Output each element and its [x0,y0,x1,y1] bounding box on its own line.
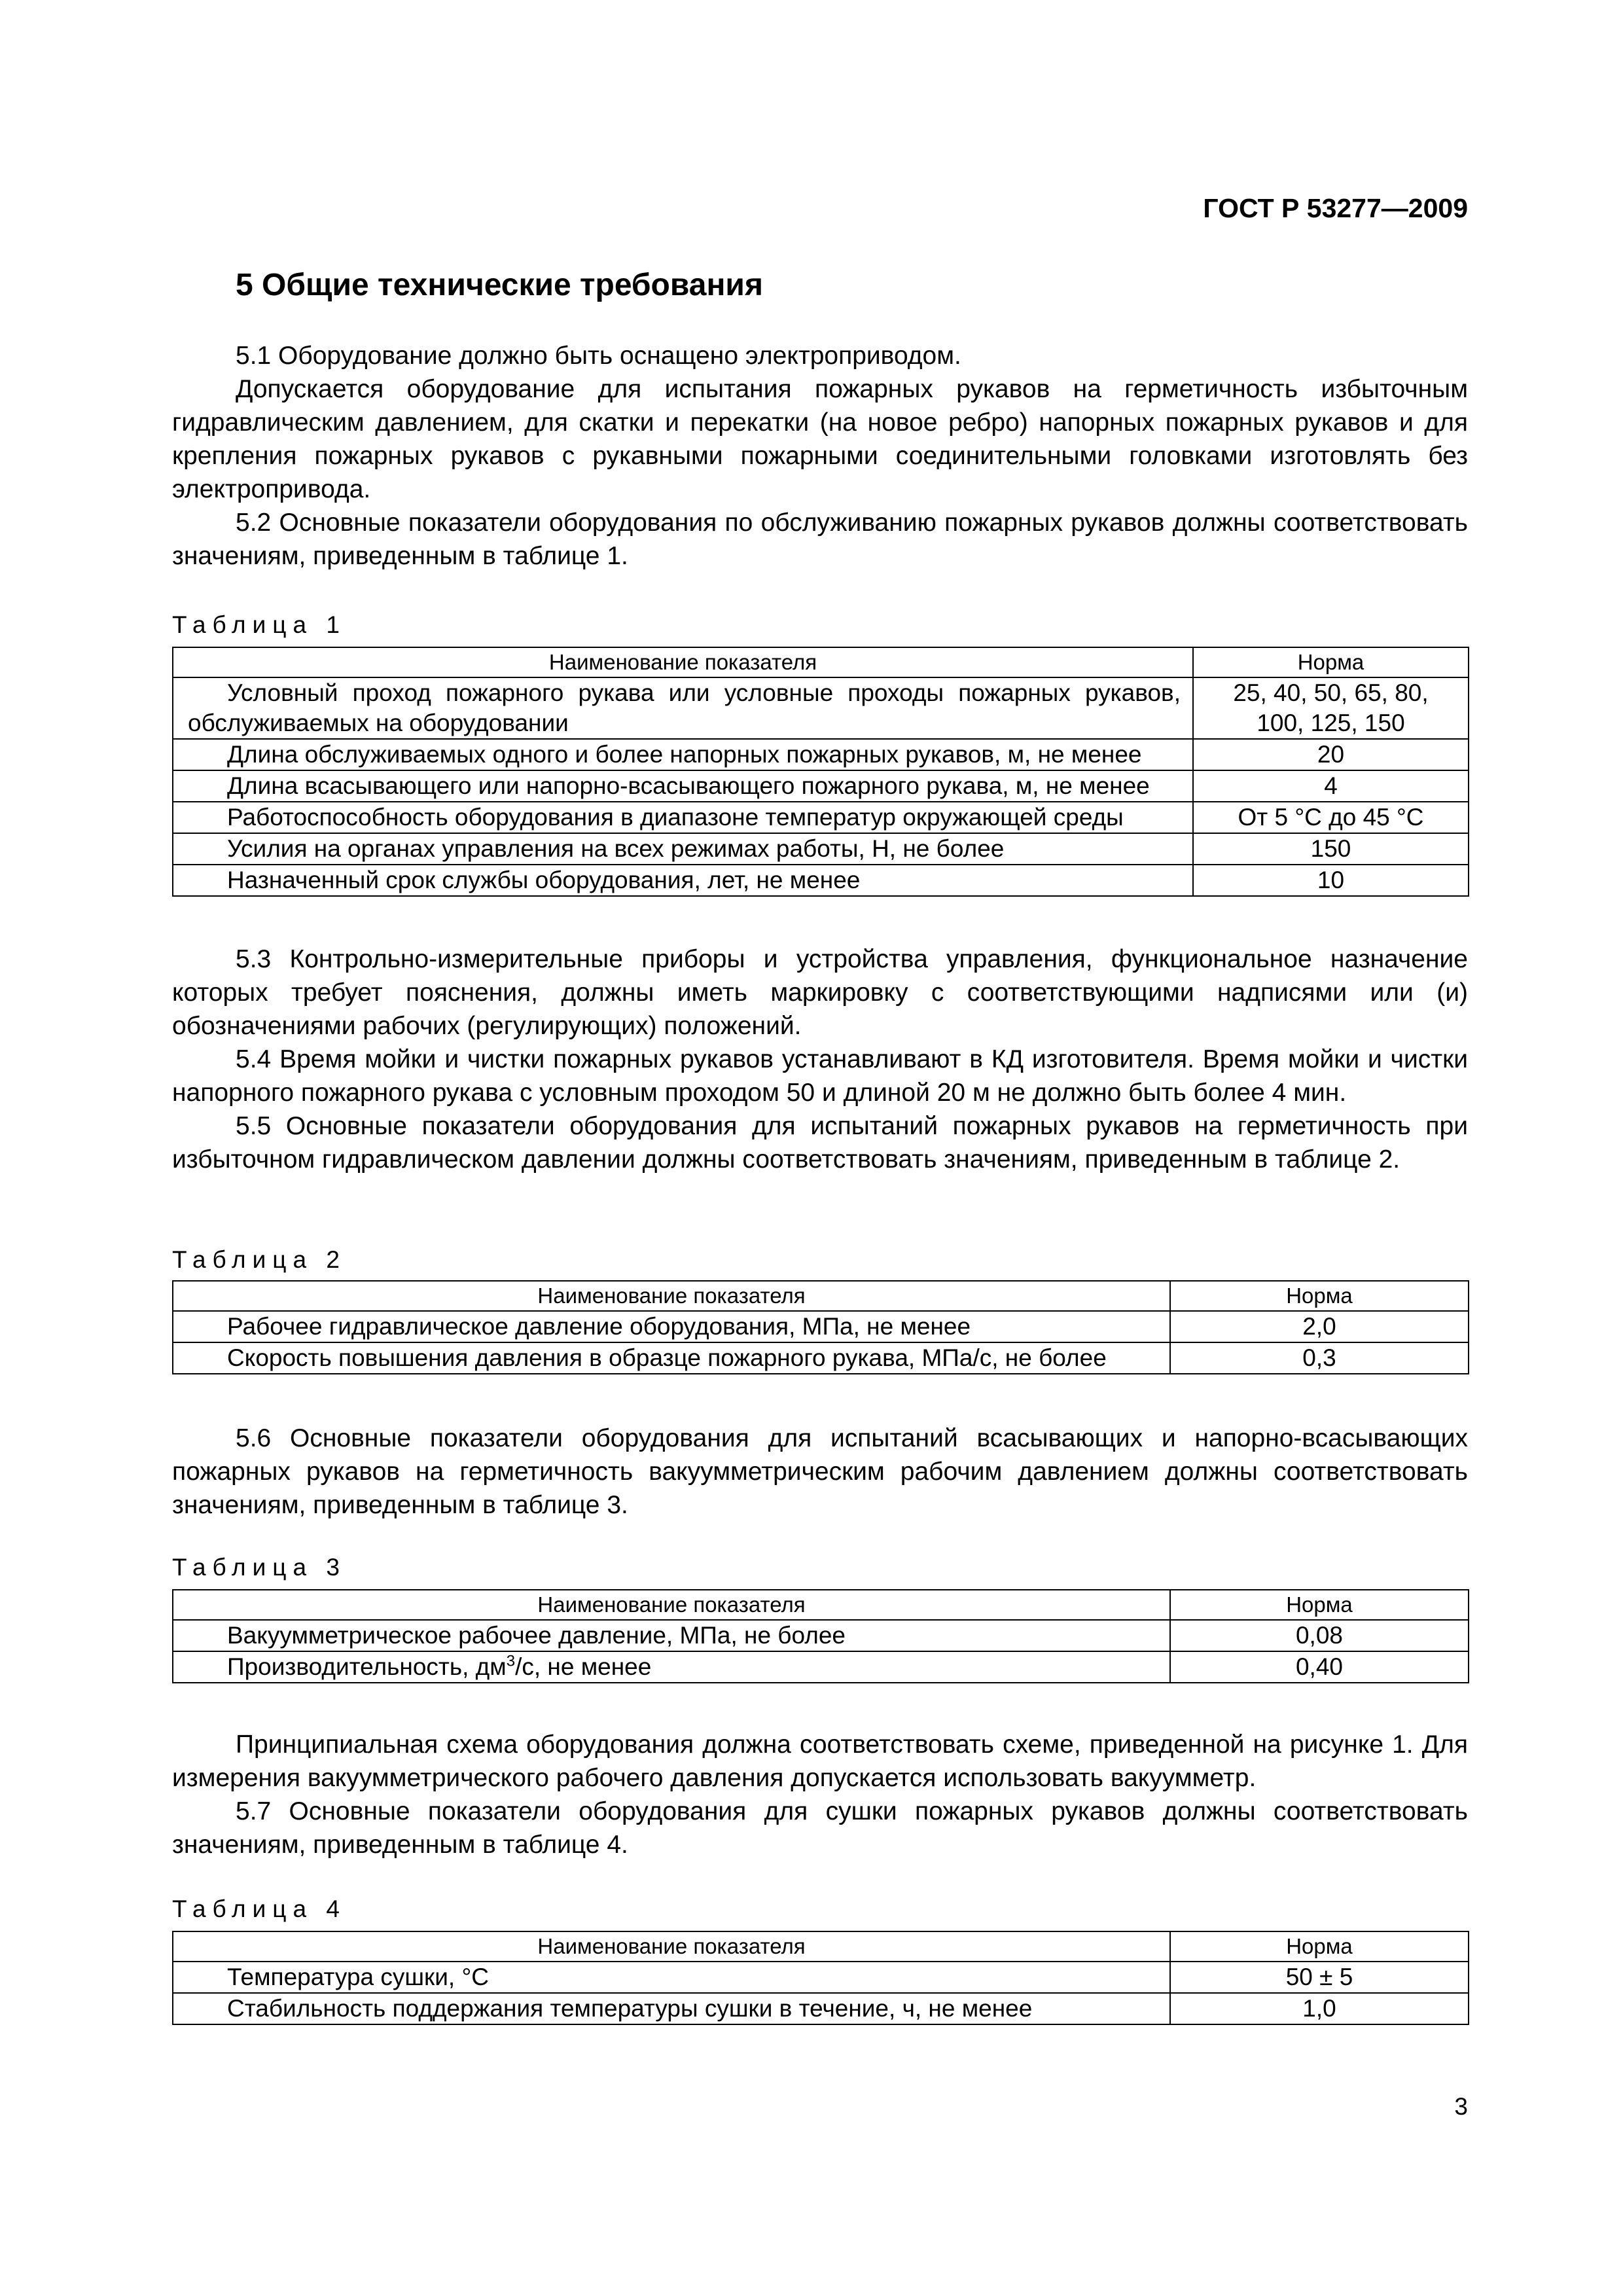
row-name: Стабильность поддержания температуры сушки в течение, ч, не менее [173,1993,1170,2024]
page-number: 3 [1454,2093,1468,2120]
column-header-norm: Норма [1170,1281,1469,1311]
table-row [173,865,1469,896]
table-3-caption: Таблица 3 [172,1554,346,1581]
table-4 [172,1931,1469,2025]
row-name: Температура сушки, °С [173,1962,1170,1993]
row-name: Длина всасывающего или напорно-всасывающего пожарного рукава, м, не менее [173,770,1193,802]
table-1 [172,647,1469,897]
row-value: 2,0 [1170,1311,1469,1342]
paragraph-5-2: 5.2 Основные показатели оборудования по обслуживанию пожарных рукавов должны соответствовать значениям, приведенным в таблице 1. [172,509,1468,570]
column-header-name: Наименование показателя [173,647,1193,677]
row-value-line: 100, 125, 150 [1257,709,1405,736]
paragraph-scheme: Принципиальная схема оборудования должна соответствовать схеме, приведенной на рисунке 1. Для измерения вакуумметрического рабочего давления допускается использовать вакуумметр. [172,1731,1468,1792]
section-title: 5 Общие технические требования [236,268,763,302]
row-name: Условный проход пожарного рукава или условные проходы пожарных рукавов, обслуживаемых на оборудовании [173,677,1193,739]
row-value: 4 [1193,770,1469,802]
paragraph-5-1-continuation: Допускается оборудование для испытания пожарных рукавов на герметичность избыточным гидравлическим давлением, для скатки и перекатки (на новое ребро) напорных пожарных рукавов и для крепления пожарных рукавов с рукавными пожарными соединительными головками изготовлять без электропривода. [172,375,1468,503]
row-name: Скорость повышения давления в образце пожарного рукава, МПа/с, не более [173,1342,1170,1374]
row-value: От 5 °С до 45 °С [1193,802,1469,833]
table-header-row [173,1281,1469,1311]
text-block-5-3 [172,942,1468,1176]
row-value-line: 25, 40, 50, 65, 80, [1233,679,1429,706]
row-value: 150 [1193,833,1469,865]
paragraph-5-4: 5.4 Время мойки и чистки пожарных рукавов устанавливают в КД изготовителя. Время мойки и чистки напорного пожарного рукава с условным проходом 50 и длиной 20 м не должно быть более 4 мин. [172,1045,1468,1107]
table-row [173,1651,1469,1683]
row-name-text: /с, не менее [515,1653,652,1680]
table-row [173,739,1469,770]
paragraph-5-3: 5.3 Контрольно-измерительные приборы и устройства управления, функциональное назначение которых требует пояснения, должны иметь маркировку с соответствующими надписями или (и) обозначениями рабочих (регулирующих) положений. [172,945,1468,1040]
document-code: ГОСТ Р 53277—2009 [1203,193,1468,223]
row-value: 0,3 [1170,1342,1469,1374]
column-header-norm: Норма [1170,1590,1469,1620]
paragraph-5-6: 5.6 Основные показатели оборудования для испытаний всасывающих и напорно-всасывающих пожарных рукавов на герметичность вакуумметрическим рабочим давлением должны соответствовать значениям, приведенным в таблице 3. [172,1424,1468,1519]
paragraph-5-5: 5.5 Основные показатели оборудования для испытаний пожарных рукавов на герметичность при избыточном гидравлическом давлении должны соответствовать значениям, приведенным в таблице 2. [172,1112,1468,1174]
row-name: Длина обслуживаемых одного и более напорных пожарных рукавов, м, не менее [173,739,1193,770]
table-4-caption: Таблица 4 [172,1895,346,1922]
row-name: Работоспособность оборудования в диапазоне температур окружающей среды [173,802,1193,833]
table-header-row [173,1931,1469,1962]
column-header-norm: Норма [1193,647,1469,677]
column-header-name: Наименование показателя [173,1931,1170,1962]
table-2-caption: Таблица 2 [172,1246,346,1273]
table-row [173,1620,1469,1651]
row-name: Рабочее гидравлическое давление оборудования, МПа, не менее [173,1311,1170,1342]
table-row [173,833,1469,865]
row-name: Вакуумметрическое рабочее давление, МПа, не более [173,1620,1170,1651]
table-row [173,1962,1469,1993]
table-row [173,677,1469,739]
row-name: Назначенный срок службы оборудования, лет, не менее [173,865,1193,896]
text-block-5-6 [172,1422,1468,1522]
table-3 [172,1589,1469,1683]
row-value: 0,40 [1170,1651,1469,1683]
column-header-norm: Норма [1170,1931,1469,1962]
row-name [173,1651,1170,1683]
row-value: 50 ± 5 [1170,1962,1469,1993]
row-name: Усилия на органах управления на всех режимах работы, Н, не более [173,833,1193,865]
column-header-name: Наименование показателя [173,1281,1170,1311]
row-value: 1,0 [1170,1993,1469,2024]
paragraph-5-1: 5.1 Оборудование должно быть оснащено электроприводом. [236,342,961,370]
row-value: 0,08 [1170,1620,1469,1651]
table-row [173,770,1469,802]
table-header-row [173,647,1469,677]
table-row [173,1311,1469,1342]
row-value: 10 [1193,865,1469,896]
table-row [173,1342,1469,1374]
table-2 [172,1280,1469,1374]
column-header-name: Наименование показателя [173,1590,1170,1620]
paragraph-5-7: 5.7 Основные показатели оборудования для сушки пожарных рукавов должны соответствовать значениям, приведенным в таблице 4. [172,1797,1468,1859]
row-value [1193,677,1469,739]
row-name-superscript: 3 [506,1652,516,1670]
table-header-row [173,1590,1469,1620]
table-1-caption: Таблица 1 [172,611,346,638]
text-block-5-1 [172,339,1468,573]
table-row [173,802,1469,833]
row-name-text: Производительность, дм [227,1653,507,1680]
text-block-5-7 [172,1728,1468,1861]
table-row [173,1993,1469,2024]
row-value: 20 [1193,739,1469,770]
